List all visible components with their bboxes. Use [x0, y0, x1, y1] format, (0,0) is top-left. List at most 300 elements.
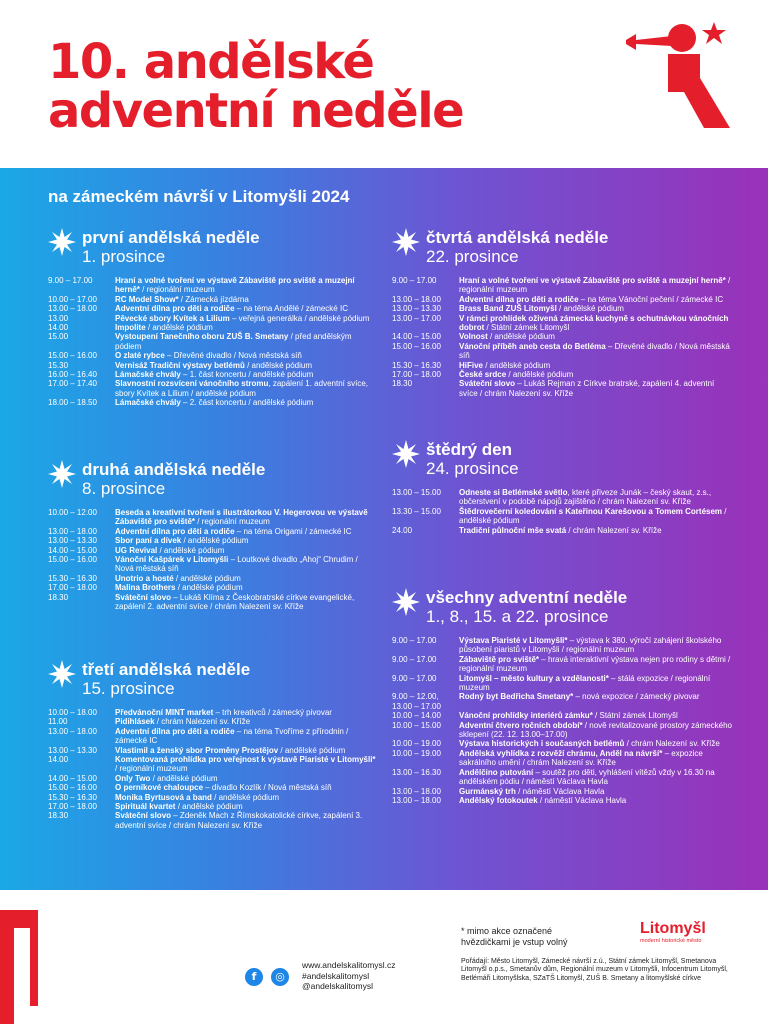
- event-description: [459, 692, 732, 711]
- event-row: [48, 351, 378, 360]
- event-time: 10.00 – 14.00: [392, 711, 441, 721]
- event-row: [48, 717, 378, 726]
- event-time: 13.00 – 15.00: [392, 488, 441, 497]
- event-description: [459, 787, 732, 796]
- event-detail: / andělské pódium: [150, 773, 218, 783]
- event-detail: – stálá expozice / regionální muzeum: [459, 673, 711, 693]
- event-description: [459, 295, 732, 304]
- event-description: [459, 314, 732, 333]
- event-row: [392, 787, 732, 796]
- event-detail: / před andělským pódiem: [115, 332, 352, 351]
- event-row: [392, 768, 732, 787]
- event-time: 10.00 – 18.00: [48, 708, 97, 717]
- event-row: [48, 708, 378, 717]
- event-title: Volnost: [459, 332, 488, 342]
- event-description: [115, 332, 378, 351]
- event-time: 17.00 – 18.00: [48, 802, 97, 812]
- event-title: Sváteční slovo: [459, 379, 516, 389]
- event-row: [392, 692, 732, 711]
- event-detail: / regionální muzeum: [195, 517, 270, 527]
- event-time: 17.00 – 17.40: [48, 379, 97, 389]
- event-description: [459, 796, 732, 805]
- event-time: 10.00 – 19.00: [392, 748, 441, 758]
- event-time: 15.00 – 16.00: [48, 351, 97, 361]
- event-row: [48, 793, 378, 802]
- event-time: 15.00 – 16.00: [48, 783, 97, 793]
- event-description: [115, 508, 378, 527]
- event-description: [459, 711, 732, 720]
- event-time: 14.00 – 15.00: [48, 773, 97, 783]
- event-title: Sváteční slovo: [115, 811, 172, 821]
- program-section: [48, 660, 378, 830]
- event-description: [115, 546, 378, 555]
- event-row: [48, 304, 378, 313]
- event-time: 17.00 – 18.00: [392, 370, 441, 380]
- section-name: všechny adventní neděle: [426, 588, 628, 607]
- event-detail: / andělské pódium: [487, 332, 555, 342]
- event-time: 13.00 – 13.30: [392, 304, 441, 314]
- event-detail: / Státní zámek Litomyšl: [484, 323, 570, 333]
- event-time: 9.00 – 12.00, 13.00 – 17.00: [392, 692, 441, 711]
- event-description: [459, 674, 732, 693]
- facebook-icon[interactable]: f: [245, 968, 263, 986]
- event-title: Vánoční příběh aneb cesta do Betléma: [459, 341, 606, 351]
- event-row: [392, 304, 732, 313]
- event-list: [392, 488, 732, 535]
- event-time: 13.00 – 16.30: [392, 767, 441, 777]
- event-description: [459, 276, 732, 295]
- event-list: [48, 708, 378, 830]
- event-title: Předvánoční MINT market: [115, 708, 214, 717]
- event-detail: – na téma Origami / zámecké IC: [234, 526, 352, 536]
- event-title: Litomyšl – město kultury a vzdělanosti*: [459, 673, 609, 683]
- program-section: [392, 588, 732, 805]
- event-title: Adventní dílna pro děti a rodiče: [459, 294, 579, 304]
- event-description: [459, 370, 732, 379]
- event-detail: / andělské pódium: [157, 545, 225, 555]
- event-title: Vernisáž Tradiční výstavy betlémů: [115, 360, 245, 370]
- event-row: [48, 783, 378, 792]
- event-detail: / andělské pódium: [278, 745, 346, 755]
- event-title: Unotrio a hosté: [115, 573, 174, 583]
- event-detail: / chrám Nalezení sv. Kříže: [566, 525, 662, 535]
- event-description: [115, 314, 378, 323]
- event-detail: / andělské pódium: [175, 802, 243, 812]
- event-detail: / andělské pódium: [181, 536, 249, 546]
- event-detail: / andělské pódium: [211, 792, 280, 802]
- program-section: [48, 228, 378, 408]
- star-icon: [392, 588, 420, 616]
- event-list: [48, 508, 378, 611]
- event-title: Výstava historických i současných betlémů: [459, 739, 625, 749]
- event-description: [115, 717, 378, 726]
- event-row: [48, 574, 378, 583]
- event-time: 15.00: [48, 332, 69, 342]
- event-row: [48, 370, 378, 379]
- event-title: Adventní dílna pro děti a rodiče: [115, 726, 235, 736]
- event-row: [392, 721, 732, 740]
- star-icon: [48, 660, 76, 688]
- event-row: [48, 536, 378, 545]
- section-heading: [392, 588, 732, 630]
- event-title: Štědrovečerní koledování s Kateřinou Karešovou a Tomem Cortésem: [459, 506, 723, 516]
- event-time: 18.30: [48, 592, 69, 602]
- event-time: 15.00 – 16.00: [48, 555, 97, 565]
- event-description: [459, 749, 732, 768]
- event-row: [392, 276, 732, 295]
- event-time: 13.00 – 18.00: [48, 526, 97, 536]
- event-title: Zábaviště pro sviště*: [459, 654, 540, 664]
- event-description: [459, 768, 732, 787]
- section-name: čtvrtá andělská neděle: [426, 228, 609, 247]
- event-time: 13.00 – 18.00: [392, 795, 441, 805]
- event-row: [48, 746, 378, 755]
- event-detail: / regionální muzeum: [459, 276, 731, 295]
- event-time: 10.00 – 19.00: [392, 739, 441, 749]
- event-title: Pěvecké sbory Kvítek a Lilium: [115, 313, 230, 323]
- event-time: 15.30 – 16.30: [392, 360, 441, 370]
- event-time: 10.00 – 12.00: [48, 508, 97, 517]
- event-detail: – 1. část koncertu / andělské pódium: [180, 370, 314, 380]
- footer: [0, 890, 768, 1024]
- event-row: [48, 811, 378, 830]
- event-title: Vánoční prohlídky interiérů zámku*: [459, 711, 593, 721]
- page-title: [48, 34, 464, 139]
- hashtag: #andelskalitomysl: [302, 970, 370, 981]
- event-title: Only Two: [115, 773, 151, 783]
- event-description: [115, 746, 378, 755]
- event-description: [115, 527, 378, 536]
- event-title: Lámačské chvály: [115, 370, 181, 380]
- event-description: [115, 370, 378, 379]
- event-row: [48, 276, 378, 295]
- program-section: [48, 460, 378, 611]
- event-description: [459, 379, 732, 398]
- section-date: 24. prosince: [426, 459, 519, 478]
- event-title: Hraní a volné tvoření ve výstavě Zábaviště pro sviště a muzejní herně*: [115, 276, 355, 295]
- event-row: [48, 527, 378, 536]
- event-time: 13.00 – 18.00: [392, 294, 441, 304]
- event-title: Odneste si Betlémské světlo: [459, 488, 568, 497]
- event-title: Vlastimil a ženský sbor Proměny Prostějov: [115, 745, 279, 755]
- event-time: 18.30: [48, 811, 69, 821]
- event-description: [115, 276, 378, 295]
- organizers: Pořádají: Město Litomyšl, Zámecké návrší z.ú., Státní zámek Litomyšl, Smetanova Litomyšl o.p.s., Smetanův dům, Regionální muzeum v Litomyšli, Infocentrum Litomyšl, Betlémáři Litomyšlska, SZaTŠ Litomyšl, ZUŠ B. Smetany a litomyšlské církve: [461, 958, 728, 982]
- subtitle: na zámeckém návrší v Litomyšli 2024: [48, 187, 350, 206]
- event-title: HiFive: [459, 360, 484, 370]
- event-list: [48, 276, 378, 408]
- event-title: České srdce: [459, 370, 507, 380]
- event-description: [459, 739, 732, 748]
- event-title: Andělská vyhlídka z rozvěží chrámu, Anděl na návrší*: [459, 748, 663, 758]
- event-title: Sváteční slovo: [115, 592, 172, 602]
- event-description: [459, 507, 732, 526]
- section-heading: [392, 228, 732, 270]
- event-row: [392, 655, 732, 674]
- event-title: Beseda a kreativní tvoření s ilustrátorkou V. Hegerovou ve výstavě Zábaviště pro sviště*: [115, 508, 368, 527]
- event-row: [392, 796, 732, 805]
- event-description: [115, 361, 378, 370]
- event-detail: – Dřevěné divadlo / Nová městská síň: [164, 351, 302, 361]
- event-row: [48, 774, 378, 783]
- event-row: [392, 636, 732, 655]
- website-link[interactable]: www.andelskalitomysl.cz: [302, 960, 396, 970]
- event-title: Adventní čtvero ročních období*: [459, 720, 583, 730]
- event-title: Komentovaná prohlídka pro veřejnost k výstavě Piaristé v Litomyšli*: [115, 755, 376, 765]
- event-detail: , které přiveze Junák – český skaut, z.s., občerstvení v podobě nápojů zajištěno / chrám Nalezení sv. Kříže: [459, 488, 712, 507]
- event-detail: / andělské pódium: [459, 506, 727, 526]
- event-description: [459, 304, 732, 313]
- event-time: 13.00 – 17.00: [392, 313, 441, 323]
- event-description: [115, 536, 378, 545]
- program-section: [392, 228, 732, 398]
- event-description: [459, 526, 732, 535]
- event-detail: / andělské pódium: [173, 573, 241, 583]
- event-title: Gurmánský trh: [459, 786, 516, 796]
- event-row: [48, 361, 378, 370]
- event-time: 10.00 – 17.00: [48, 294, 97, 304]
- event-detail: – 2. část koncertu / andělské pódium: [180, 398, 314, 408]
- event-title: Lámačské chvály: [115, 398, 181, 408]
- event-time: 9.00 – 17.00: [48, 276, 93, 285]
- event-row: [392, 342, 732, 361]
- event-title: Vánoční Kašpárek v Litomyšli: [115, 555, 229, 565]
- event-description: [115, 295, 378, 304]
- social-handle[interactable]: @andelskalitomysl: [302, 981, 373, 991]
- event-detail: / nově revitalizované prostory zámeckého sklepení (22. 12. 13.00–17.00): [459, 720, 732, 740]
- event-detail: – Loutkové divadlo „Ahoj“ Chrudim / Nová městská síň: [115, 555, 358, 574]
- event-title: Pidihlásek: [115, 717, 155, 727]
- event-row: [392, 370, 732, 379]
- event-time: 9.00 – 17.00: [392, 673, 437, 683]
- event-description: [115, 708, 378, 717]
- event-detail: / regionální muzeum: [115, 764, 188, 774]
- event-detail: – na téma Andělé / zámecké IC: [234, 304, 348, 314]
- event-row: [48, 555, 378, 574]
- event-time: 9.00 – 17.00: [392, 636, 437, 645]
- event-row: [48, 314, 378, 323]
- event-time: 13.00: [48, 313, 69, 323]
- event-time: 13.00 – 13.30: [48, 536, 97, 546]
- star-icon: [392, 440, 420, 468]
- event-row: [48, 295, 378, 304]
- section-name: štědrý den: [426, 440, 512, 459]
- event-row: [48, 332, 378, 351]
- event-description: [115, 574, 378, 583]
- event-detail: / andělské pódium: [175, 583, 243, 593]
- event-detail: , zapálení 1. adventní svíce, sbory Kvítek a Lilium / andělské pódium: [115, 379, 368, 398]
- free-entry-note: * mimo akce označené hvězdičkami je vstup volný: [461, 926, 568, 947]
- brand-sub: moderní historické město: [640, 938, 702, 944]
- event-detail: / andělské pódium: [556, 304, 624, 314]
- event-description: [115, 583, 378, 592]
- event-time: 14.00 – 15.00: [392, 332, 441, 342]
- event-row: [392, 314, 732, 333]
- event-title: Hraní a volné tvoření ve výstavě Zábaviště pro sviště a muzejní herně*: [459, 276, 726, 285]
- event-row: [48, 546, 378, 555]
- event-description: [115, 811, 378, 830]
- section-date: 15. prosince: [82, 679, 175, 698]
- event-title: O perníkové chaloupce: [115, 783, 204, 793]
- event-title: Sbor paní a dívek: [115, 536, 182, 546]
- event-description: [115, 793, 378, 802]
- star-icon: [48, 228, 76, 256]
- program-section: [392, 440, 732, 535]
- event-detail: / náměstí Václava Havla: [537, 795, 627, 805]
- event-row: [392, 749, 732, 768]
- event-detail: / Státní zámek Litomyšl: [592, 711, 678, 721]
- event-detail: – Lukáš Rejman z Církve bratrské, zapálení 4. adventní svíce / chrám Nalezení sv. Kříže: [459, 379, 715, 398]
- event-description: [115, 555, 378, 574]
- event-description: [115, 351, 378, 360]
- event-description: [115, 323, 378, 332]
- event-row: [48, 802, 378, 811]
- event-description: [115, 755, 378, 774]
- section-date: 22. prosince: [426, 247, 519, 266]
- event-title: RC Model Show*: [115, 294, 179, 304]
- event-title: Malina Brothers: [115, 583, 176, 593]
- event-detail: / andělské pódium: [506, 370, 574, 380]
- event-row: [48, 508, 378, 527]
- event-time: 15.30: [48, 360, 69, 370]
- event-time: 24.00: [392, 525, 413, 535]
- event-description: [459, 361, 732, 370]
- event-title: V rámci prohlídek oživená zámecká kuchyně s ochutnávkou vánočních dobrot: [459, 313, 729, 333]
- section-heading: [48, 660, 378, 702]
- event-description: [459, 332, 732, 341]
- event-detail: – veřejná generálka / andělské pódium: [229, 313, 370, 323]
- event-title: O zlaté rybce: [115, 351, 165, 361]
- event-title: Andělský fotokoutek: [459, 795, 538, 805]
- star-icon: [392, 228, 420, 256]
- event-time: 17.00 – 18.00: [48, 583, 97, 593]
- event-description: [459, 342, 732, 361]
- trumpet-angel-logo: [622, 20, 732, 130]
- event-title: Tradiční půlnoční mše svatá: [459, 525, 567, 535]
- event-row: [392, 488, 732, 507]
- brand-name: Litomyšl: [640, 920, 706, 937]
- event-row: [392, 711, 732, 720]
- event-description: [115, 774, 378, 783]
- event-time: 9.00 – 17.00: [392, 654, 437, 664]
- event-row: [392, 507, 732, 526]
- event-detail: – Zdeněk Mach z Římskokatolické církve, zapálení 3. adventní svíce / chrám Nalezení sv. Kříže: [115, 811, 363, 830]
- section-date: 1., 8., 15. a 22. prosince: [426, 607, 609, 626]
- event-time: 13.00 – 18.00: [392, 786, 441, 796]
- event-detail: / chrám Nalezení sv. Kříže: [624, 739, 720, 749]
- event-title: Adventní dílna pro děti a rodiče: [115, 304, 235, 314]
- event-row: [48, 323, 378, 332]
- event-detail: – expozice sakrálního umění / chrám Nalezení sv. Kříže: [459, 748, 703, 768]
- event-time: 9.00 – 17.00: [392, 276, 437, 285]
- title-line-2: adventní neděle: [48, 83, 464, 139]
- event-list: [392, 636, 732, 805]
- event-description: [115, 379, 378, 398]
- event-row: [392, 674, 732, 693]
- event-detail: / chrám Nalezení sv. Kříže: [154, 717, 251, 727]
- event-description: [115, 593, 378, 612]
- event-title: Brass Band ZUŠ Litomyšl: [459, 304, 557, 314]
- event-description: [459, 488, 732, 507]
- section-heading: [392, 440, 732, 482]
- event-row: [48, 727, 378, 746]
- instagram-icon[interactable]: ◎: [271, 968, 289, 986]
- event-title: Vystoupení Tanečního oboru ZUŠ B. Smetany: [115, 332, 289, 342]
- event-time: 14.00 – 15.00: [48, 545, 97, 555]
- event-detail: – na téma Vánoční pečení / zámecké IC: [578, 294, 724, 304]
- event-detail: – na téma Tvoříme z přírodnin / zámecké IC: [115, 726, 349, 746]
- event-detail: / náměstí Václava Havla: [515, 786, 605, 796]
- event-detail: – hravá interaktivní výstava nejen pro rodiny s dětmi / regionální muzeum: [459, 654, 731, 674]
- event-detail: – divadlo Kozlík / Nová městská síň: [203, 783, 332, 793]
- section-heading: [48, 228, 378, 270]
- title-line-1: 10. andělské: [48, 34, 374, 90]
- event-time: 10.00 – 15.00: [392, 720, 441, 730]
- event-time: 14.00: [48, 323, 69, 333]
- event-time: 13.00 – 18.00: [48, 726, 97, 736]
- event-title: Impolite: [115, 323, 146, 333]
- event-title: UG Revival: [115, 545, 158, 555]
- event-description: [459, 721, 732, 740]
- event-detail: / regionální muzeum: [139, 285, 215, 295]
- event-time: 11.00: [48, 717, 68, 727]
- event-title: Rodný byt Bedřicha Smetany*: [459, 692, 574, 702]
- event-detail: – soutěž pro děti, vyhlášení vítězů vždy v 16.30 na andělském pódiu / náměstí Václava Havla: [459, 767, 715, 787]
- event-detail: – výstava k 380. výročí zahájení školského působení piaristů v Litomyšli / regionální muzeum: [459, 636, 722, 655]
- event-row: [392, 361, 732, 370]
- event-title: Andělčino putování: [459, 767, 534, 777]
- event-detail: – trh kreativců / zámecký pivovar: [213, 708, 332, 717]
- event-time: 15.30 – 16.30: [48, 573, 97, 583]
- event-time: 13.00 – 18.00: [48, 304, 97, 314]
- event-row: [392, 739, 732, 748]
- event-time: 16.00 – 16.40: [48, 370, 97, 380]
- event-row: [392, 526, 732, 535]
- web-links: [302, 960, 396, 992]
- event-time: 15.00 – 16.00: [392, 341, 441, 351]
- event-detail: – Lukáš Klíma z Českobratrské církve evangelické, zapálení 2. adventní svíce / chrám Nalezení sv. Kříže: [115, 592, 355, 612]
- event-description: [115, 802, 378, 811]
- section-name: první andělská neděle: [82, 228, 260, 247]
- event-detail: / andělské pódium: [244, 360, 312, 370]
- section-name: druhá andělská neděle: [82, 460, 266, 479]
- section-name: třetí andělská neděle: [82, 660, 251, 679]
- event-row: [48, 583, 378, 592]
- event-title: Adventní dílna pro děti a rodiče: [115, 526, 235, 536]
- brand-logo: [640, 920, 706, 944]
- event-detail: / andělské pódium: [145, 323, 213, 333]
- event-row: [48, 398, 378, 407]
- event-row: [392, 332, 732, 341]
- event-title: Výstava Piaristé v Litomyšli*: [459, 636, 568, 645]
- event-row: [48, 379, 378, 398]
- event-list: [392, 276, 732, 398]
- event-row: [48, 755, 378, 774]
- event-row: [48, 593, 378, 612]
- event-time: 13.00 – 13.30: [48, 745, 97, 755]
- section-heading: [48, 460, 378, 502]
- event-time: 13.30 – 15.00: [392, 506, 441, 516]
- event-row: [392, 295, 732, 304]
- event-time: 15.30 – 16.30: [48, 792, 97, 802]
- event-time: 14.00: [48, 755, 69, 765]
- event-detail: – Dřevěné divadlo / Nová městská síň: [459, 341, 730, 361]
- event-time: 18.30: [392, 379, 413, 389]
- header: [0, 0, 768, 168]
- event-description: [115, 398, 378, 407]
- event-time: 18.00 – 18.50: [48, 398, 97, 408]
- event-title: Slavnostní rozsvícení vánočního stromu: [115, 379, 269, 389]
